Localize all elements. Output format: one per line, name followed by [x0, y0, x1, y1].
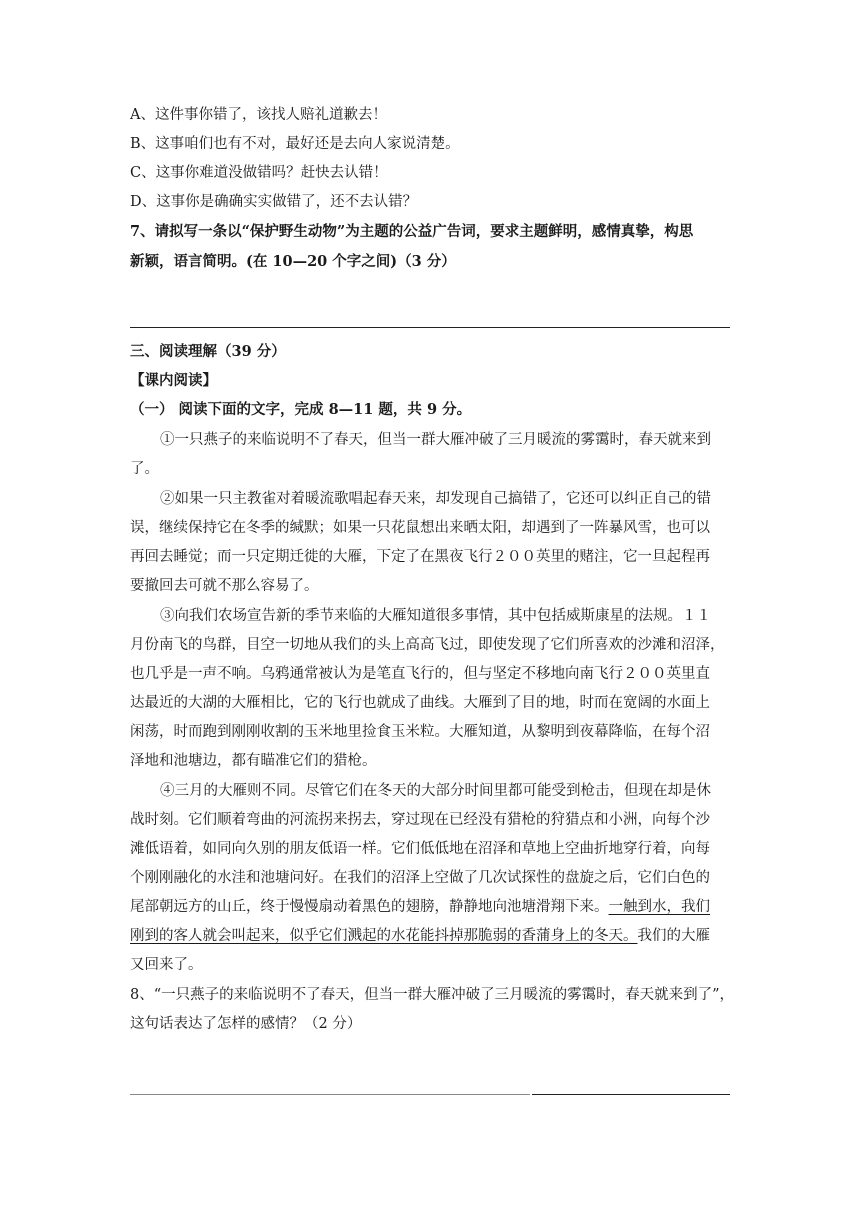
- para3-line3: 也几乎是一声不响。乌鸦通常被认为是笔直飞行的，但与坚定不移地向南飞行２００英里直: [130, 666, 710, 682]
- para4-line3: 滩低语着，如同向久别的朋友低语一样。它们低低地在沼泽和草地上空曲折地穿行着，向每: [130, 841, 710, 857]
- para4-line7: 又回来了。: [130, 957, 203, 973]
- q6-option-a: A、这件事你错了，该找人赔礼道歉去！: [130, 107, 387, 123]
- para2-line1: ②如果一只主教雀对着暖流歌唱起春天来，却发现自己搞错了，它还可以纠正自己的错: [160, 491, 711, 507]
- para4-underlined-start: 一触到水，我们: [608, 899, 710, 915]
- q6-option-b: B、这事咱们也有不对，最好还是去向人家说清楚。: [130, 136, 460, 152]
- para4-line4: 个刚刚融化的水洼和池塘问好。在我们的沼泽上空做了几次试探性的盘旋之后，它们白色的: [130, 870, 710, 886]
- para4-line2: 战时刻。它们顺着弯曲的河流拐来拐去，穿过现在已经没有猎枪的狩猎点和小洲，向每个沙: [130, 812, 710, 828]
- q7-prompt-line2: 新颖，语言简明。(在 10—20 个字之间)（3 分）: [130, 253, 456, 270]
- q8-prompt-line2: 这句话表达了怎样的感情？（2 分）: [130, 1016, 362, 1032]
- para4-line5: [130, 897, 730, 917]
- para3-line4: 达最近的大湖的大雁相比，它的飞行也就成了曲线。大雁到了目的地，时而在宽阔的水面上: [130, 695, 710, 711]
- q6-option-c: C、这事你难道没做错吗？赶快去认错！: [130, 165, 388, 181]
- para4-underlined-sentence: 刚到的客人就会叫起来，似乎它们溅起的水花能抖掉那脆弱的香蒲身上的冬天。: [130, 928, 638, 944]
- para2-line3: 再回去睡觉；而一只定期迁徙的大雁，下定了在黑夜飞行２００英里的赌注，它一旦起程再: [130, 549, 710, 565]
- para2-line4: 要撤回去可就不那么容易了。: [130, 578, 319, 594]
- para4-line6: [130, 926, 730, 946]
- q6-option-d: D、这事你是确确实实做错了，还不去认错？: [130, 194, 418, 210]
- para1-line2: 了。: [130, 461, 159, 477]
- q7-prompt-line1: 7、请拟写一条以“保护野生动物”为主题的公益广告词，要求主题鲜明，感情真挚，构思: [130, 223, 694, 240]
- para4-line6-end: 我们的大雁: [637, 928, 710, 944]
- q7-answer-line: [130, 327, 730, 328]
- q8-answer-line-left: [130, 1094, 530, 1095]
- para3-line2: 月份南飞的鸟群，目空一切地从我们的头上高高飞过，即使发现了它们所喜欢的沙滩和沼泽，: [130, 637, 725, 653]
- para4-line1: ④三月的大雁则不同。尽管它们在冬天的大部分时间里都可能受到枪击，但现在却是休: [160, 783, 711, 799]
- q8-answer-line-right: [532, 1094, 730, 1095]
- para3-line6: 泽地和池塘边，都有瞄准它们的猎枪。: [130, 753, 377, 769]
- para3-line5: 闲荡，时而跑到刚刚收割的玉米地里捡食玉米粒。大雁知道，从黎明到夜幕降临，在每个沼: [130, 724, 710, 740]
- para2-line2: 误，继续保持它在冬季的缄默；如果一只花鼠想出来晒太阳，却遇到了一阵暴风雪，也可以: [130, 520, 710, 536]
- subsection-title: 【课内阅读】: [130, 372, 217, 389]
- para1-line1: ①一只燕子的来临说明不了春天，但当一群大雁冲破了三月暖流的雾霭时，春天就来到: [160, 432, 711, 448]
- part1-intro: （一） 阅读下面的文字，完成 8—11 题，共 9 分。: [130, 401, 472, 418]
- para3-line1: ③向我们农场宣告新的季节来临的大雁知道很多事情，其中包括威斯康星的法规。１１: [160, 608, 711, 624]
- para4-line5-text: 尾部朝远方的山丘，终于慢慢扇动着黑色的翅膀，静静地向池塘滑翔下来。: [130, 899, 609, 915]
- section-title: 三、阅读理解（39 分）: [130, 343, 286, 360]
- q8-prompt-line1: 8、“一只燕子的来临说明不了春天，但当一群大雁冲破了三月暖流的雾霭时，春天就来到了”，: [130, 987, 735, 1003]
